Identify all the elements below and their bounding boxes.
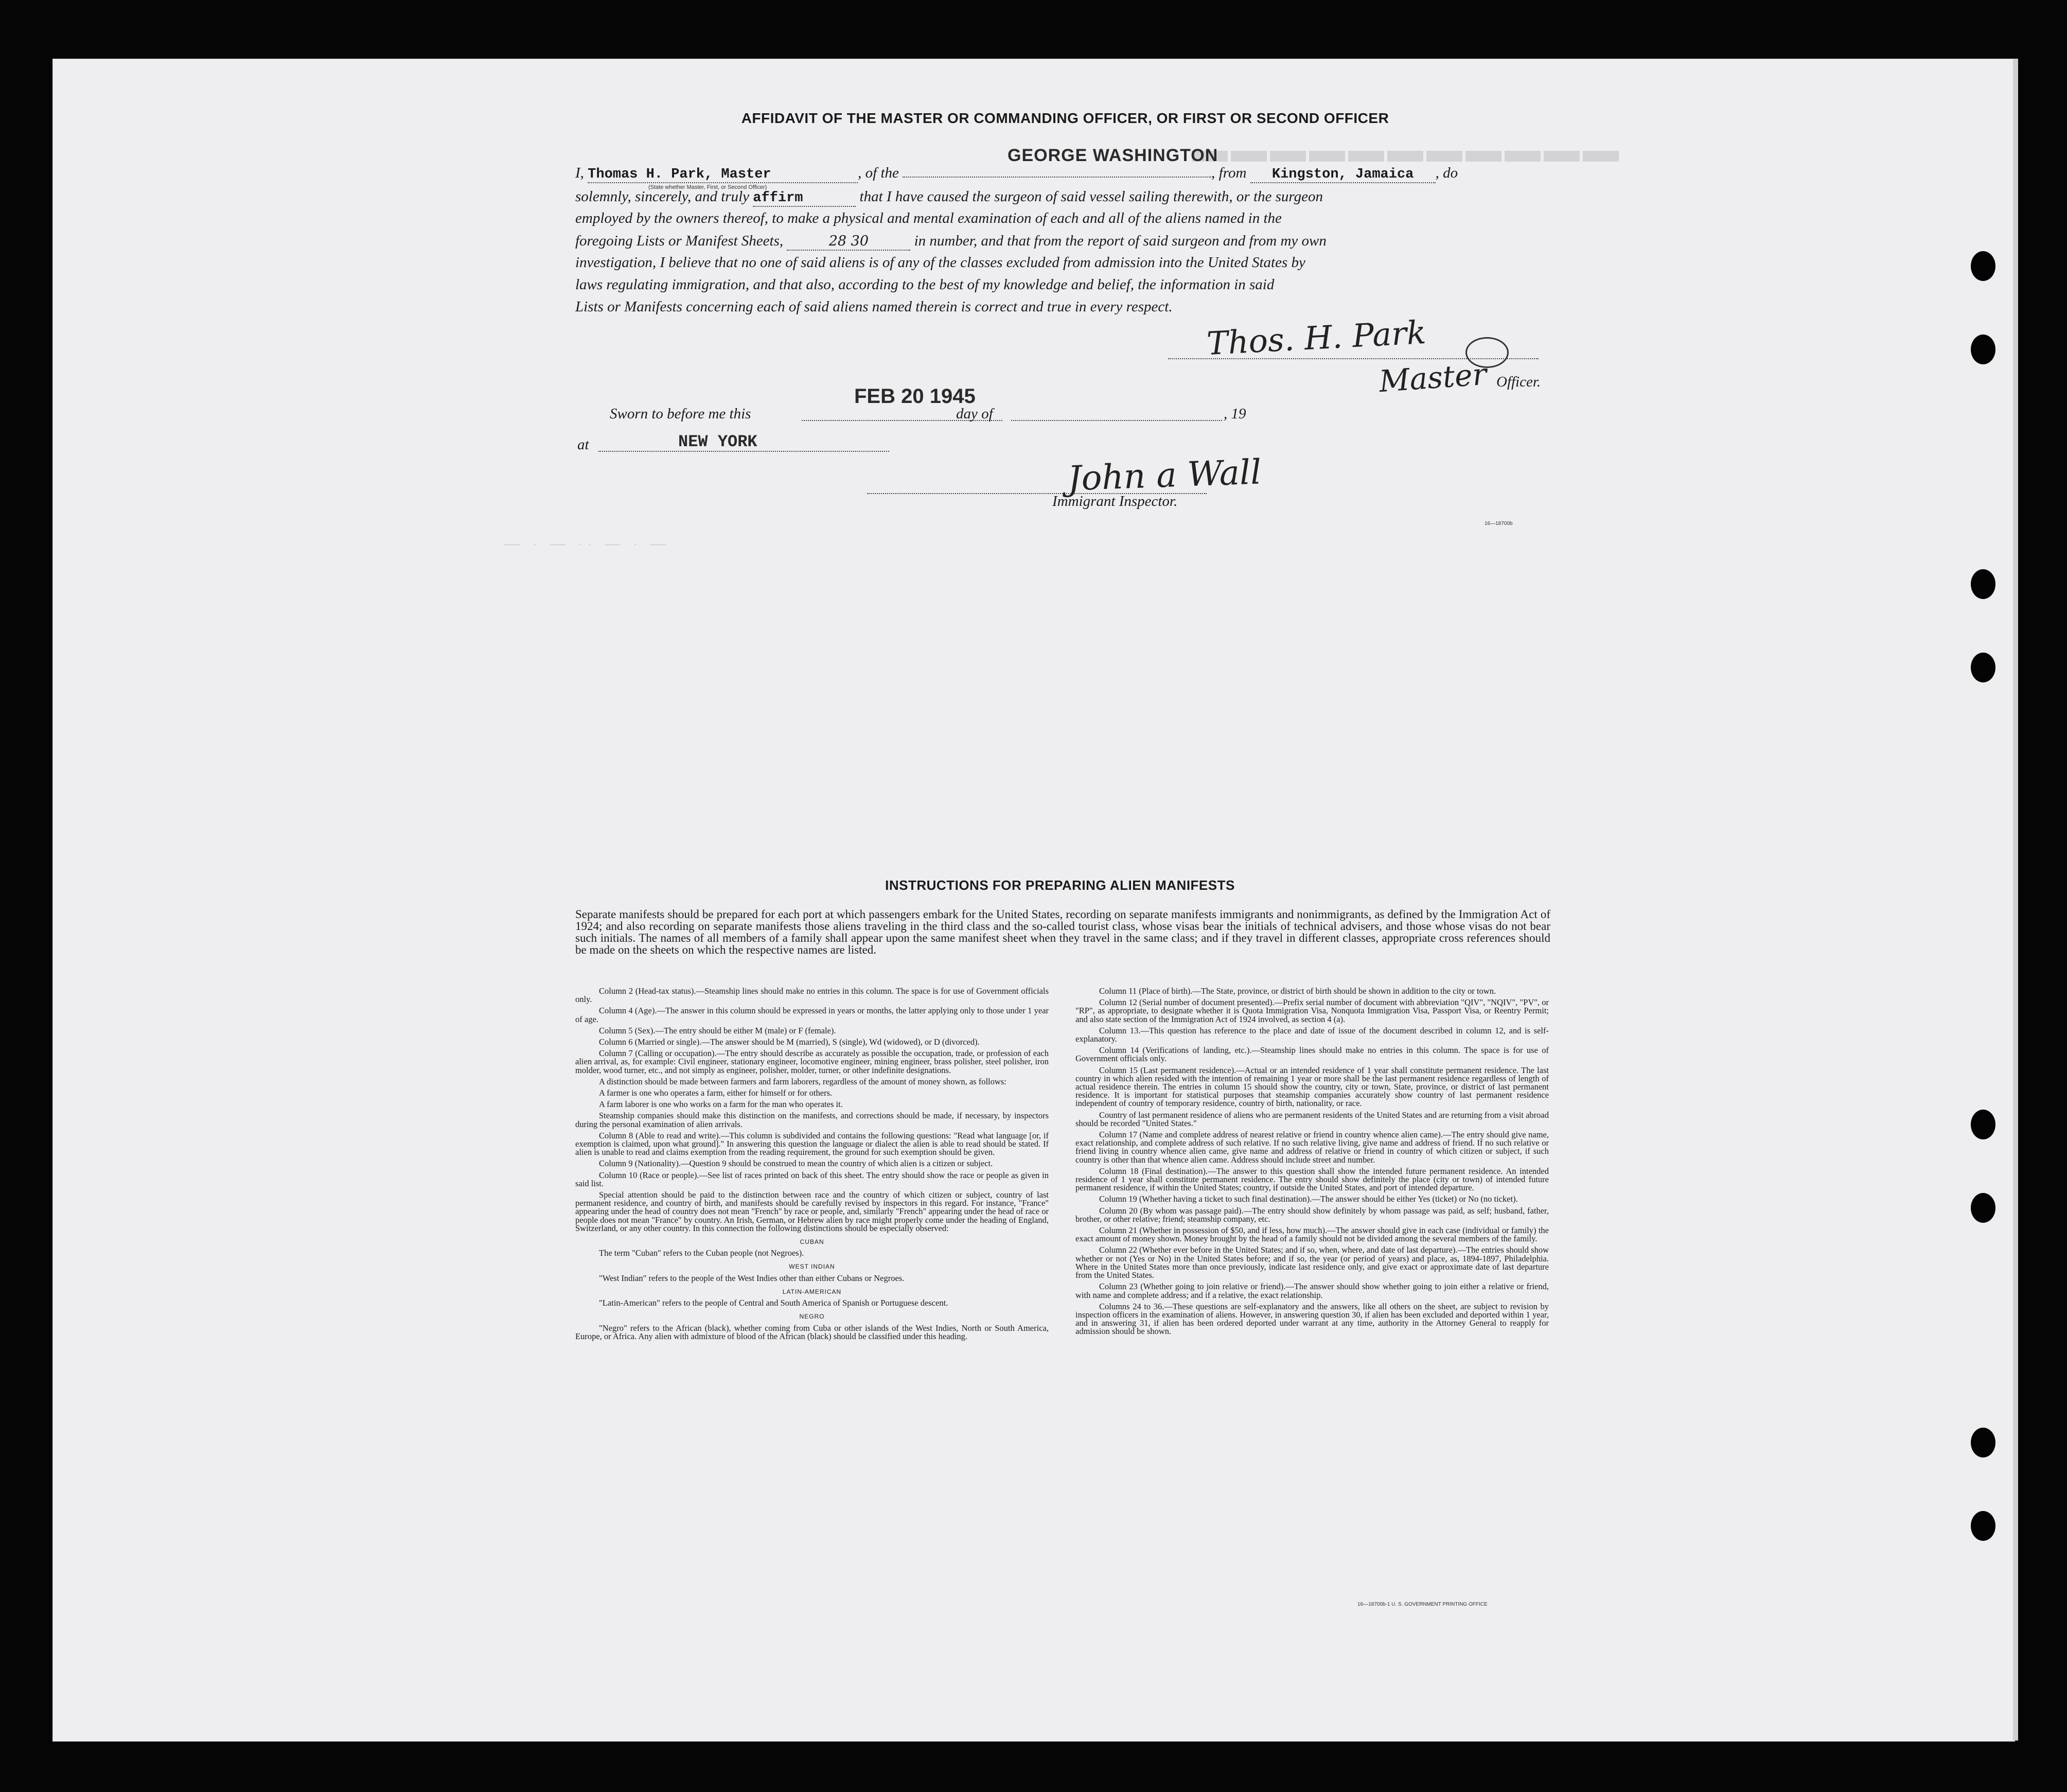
- affidavit-line-2: [575, 188, 1548, 207]
- instruction-paragraph: Column 5 (Sex).—The entry should be either M (male) or F (female).: [599, 1025, 836, 1035]
- instruction-paragraph: Column 10 (Race or people).—See list of races printed on back of this sheet. The entry should show the race or people as given in said list.: [575, 1170, 1049, 1188]
- definition-text: "West Indian" refers to the people of the West Indies other than either Cubans or Negroes.: [599, 1273, 905, 1283]
- instruction-paragraph: Column 20 (By whom was passage paid).—The entry should show definitely by whom passage was paid, as self; husband, father, brother, or other relative; friend; steamship company, etc.: [1075, 1205, 1549, 1224]
- sworn-date-stamp: FEB 20 1945: [854, 385, 976, 408]
- instruction-paragraph: Column 18 (Final destination).—The answer to this question shall show the intended future permanent residence. An intended residence of 1 year shall constitute permanent residence. The entry should show definitely the place (city or town) of intended future permanent residence, if within the United States; country, if outside the United States, and port of intended departure.: [1075, 1166, 1549, 1193]
- inspector-title: Immigrant Inspector.: [1052, 493, 1178, 510]
- oath-word: affirm: [753, 190, 803, 206]
- binder-hole: [1971, 251, 1995, 281]
- instruction-paragraph: A farmer is one who operates a farm, either for himself or for others.: [599, 1088, 833, 1098]
- right-paragraphs: [1075, 987, 1549, 1336]
- left-paragraphs: [575, 987, 1049, 1233]
- definition-heading: NEGRO: [799, 1313, 825, 1321]
- instructions-title: INSTRUCTIONS FOR PREPARING ALIEN MANIFESTS: [885, 877, 1235, 893]
- master-name: Thomas H. Park, Master: [588, 167, 771, 182]
- instruction-paragraph: Column 13.—This question has reference to the place and date of issue of the document described in column 12, and is self-explanatory.: [1075, 1025, 1549, 1044]
- bleed-through-mark: ▬▬▬▬▬▬▬▬▬▬▬: [1189, 129, 1619, 169]
- definition-text: "Latin-American" refers to the people of Central and South America of Spanish or Portuguese descent.: [599, 1298, 948, 1308]
- binder-hole: [1971, 569, 1995, 599]
- binder-hole: [1971, 1193, 1995, 1223]
- text: in number, and that from the report of said surgeon and from my own: [914, 233, 1327, 249]
- bleed-through-mark: — · — ·· — · —: [504, 535, 670, 552]
- instruction-paragraph: Column 12 (Serial number of document presented).—Prefix serial number of document with abbreviation "QIV", "NQIV", "PV", or "RP", as appropriate, to designate whether it is Quota Immigration Visa, Nonquota Immigration Visa, Passport Visa, or Reentry Permit; and also state section of the Immigration Act of 1924 involved, as section 4 (a).: [1075, 997, 1549, 1024]
- affidavit-title: AFFIDAVIT OF THE MASTER OR COMMANDING OFFICER, OR FIRST OR SECOND OFFICER: [741, 110, 1389, 126]
- affidavit-line-1: [575, 165, 1548, 183]
- instruction-paragraph: Column 23 (Whether going to join relative or friend).—The answer should show whether going to join either a relative or friend, with name and complete address; and if a relative, the exact relationship.: [1075, 1281, 1549, 1300]
- vessel-name-stamp: GEORGE WASHINGTON: [1008, 146, 1218, 165]
- definition-text: The term "Cuban" refers to the Cuban people (not Negroes).: [599, 1248, 804, 1258]
- instruction-paragraph: Column 8 (Able to read and write).—This column is subdivided and contains the following questions: "Read what language [or, if exemption is claimed, upon what ground]." In answering this question the language or dialect the alien is able to read should be stated. If alien is unable to read and claims exemption from the reading requirement, the ground for such exemption should be given.: [575, 1130, 1049, 1157]
- from-port: Kingston, Jamaica: [1271, 167, 1414, 182]
- instruction-paragraph: Columns 24 to 36.—These questions are self-explanatory and the answers, like all others on the sheet, are subject to revision by inspection officers in the examination of aliens. However, in answering question 30, if alien has been excluded and deported within 1 year, and in answering 31, if alien has been ordered deported under warrant at any time, authority in the Attorney General to reapply for admission should be shown.: [1075, 1301, 1549, 1337]
- affidavit-line-3: employed by the owners thereof, to make a physical and mental examination of each and all of the aliens named in the: [575, 210, 1282, 226]
- officer-note: (State whether Master, First, or Second Officer): [648, 184, 767, 190]
- vessel-field: [903, 177, 1211, 178]
- year-label: , 19: [1224, 406, 1246, 422]
- instruction-paragraph: A farm laborer is one who works on a farm for the man who operates it.: [599, 1099, 843, 1110]
- binder-hole: [1971, 335, 1995, 364]
- text: , from: [1211, 165, 1247, 181]
- text: , of the: [858, 165, 899, 181]
- master-field: [588, 165, 858, 183]
- instruction-paragraph: Column 17 (Name and complete address of nearest relative or friend in country whence alien came).—The entry should give name, exact relationship, and complete address of such relative. If no such relative living, give name and address of friend. If no such relative or friend living in country whence alien came, give name and address of relative or friend in country of which citizen or subject, if such country is other than that whence alien came. Address should include street and number.: [1075, 1130, 1549, 1165]
- at-label: at: [577, 436, 589, 453]
- sheets-field: [787, 233, 910, 251]
- officer-label: Officer.: [1496, 374, 1541, 390]
- affidavit-line-6: laws regulating immigration, and that also, according to the best of my knowledge and belief, the information in said: [575, 276, 1275, 293]
- definitions: [575, 1238, 1049, 1341]
- instructions-intro: Separate manifests should be prepared for each port at which passengers embark for the United States, recording on separate manifests immigrants and nonimmigrants, as defined by the Immigration Act of 1924; and also recording on separate manifests those aliens traveling in the third class and the so-called tourist class, whose visas bear the initials of technical advisers, and those whose visas do not bear such initials. The names of all members of a family shall appear upon the same manifest sheet when they travel in the same class; and if they travel in different classes, appropriate cross references should be made on the sheets on which the respective names are listed.: [575, 908, 1550, 956]
- binder-hole: [1971, 1511, 1995, 1541]
- instruction-paragraph: Column 14 (Verifications of landing, etc.).—Steamship lines should make no entries in this column. The space is for use of Government officials only.: [1075, 1045, 1549, 1064]
- month-field: [1011, 420, 1222, 421]
- definition-heading: WEST INDIAN: [789, 1263, 835, 1271]
- instruction-paragraph: Column 4 (Age).—The answer in this column should be expressed in years or months, the latter applying only to those under 1 year of age.: [575, 1006, 1049, 1024]
- master-signature: Thos. H. Park: [1206, 313, 1427, 363]
- instruction-paragraph: Column 21 (Whether in possession of $50, and if less, how much).—The answer should give in each case (individual or family) the exact amount of money shown. Money brought by the head of a family should not be divided among the several members of the family.: [1075, 1225, 1549, 1244]
- instruction-paragraph: Column 15 (Last permanent residence).—Actual or an intended residence of 1 year shall constitute permanent residence. The last country in which alien resided with the intention of remaining 1 year or more shall be the last permanent residence regardless of length of actual residence therein. The entries in column 15 should show the country, city or town, State, province, or district of last permanent residence. It is important for statistical purposes that steamship companies accurately show country of last permanent residence independent of country of temporary residence, country of birth, nationality, or race.: [1075, 1065, 1549, 1109]
- oath-field: [753, 188, 856, 207]
- instruction-paragraph: Column 19 (Whether having a ticket to such final destination).—The answer should be either Yes (ticket) or No (no ticket).: [1099, 1194, 1518, 1204]
- sheets-count: 28 30: [828, 233, 869, 249]
- instructions-right-column: [1075, 987, 1549, 1339]
- officer-title-handwritten: Master: [1377, 356, 1488, 399]
- form-number: 16—18700b: [1485, 521, 1513, 526]
- instruction-paragraph: A distinction should be made between farmers and farm laborers, regardless of the amount of money shown, as follows:: [599, 1076, 1006, 1086]
- instructions-left-column: [575, 987, 1049, 1344]
- instruction-paragraph: Column 6 (Married or single).—The answer should be M (married), S (single), Wd (widowed), or D (divorced).: [599, 1037, 980, 1047]
- instruction-paragraph: Column 11 (Place of birth).—The State, province, or district of birth should be shown in addition to the city or town.: [1099, 986, 1496, 996]
- printing-office-footer: 16—18700b-1 U. S. GOVERNMENT PRINTING OFFICE: [1357, 1602, 1488, 1607]
- binder-hole: [1971, 1428, 1995, 1457]
- from-port-field: [1250, 165, 1436, 183]
- place-stamp: NEW YORK: [678, 432, 757, 451]
- instruction-paragraph: Column 22 (Whether ever before in the United States; and if so, when, where, and date of last departure).—The entries should show whether or not (Yes or No) in the United States before; and if so, the year (or period of years) and place, as, 1894-1897, Philadelphia. Where in the United States more than once previously, indicate last residence only, and give exact or approximate date of last departure from the United States.: [1075, 1245, 1549, 1280]
- text: I,: [575, 165, 584, 181]
- instruction-paragraph: Country of last permanent residence of aliens who are permanent residents of the United States and are returning from a visit abroad should be recorded "United States.": [1075, 1110, 1549, 1128]
- instruction-paragraph: Column 2 (Head-tax status).—Steamship lines should make no entries in this column. The space is for use of Government officials only.: [575, 986, 1049, 1005]
- text: that I have caused the surgeon of said vessel sailing therewith, or the surgeon: [859, 188, 1323, 205]
- binder-hole: [1971, 1110, 1995, 1139]
- affidavit-line-5: investigation, I believe that no one of said aliens is of any of the classes excluded from admission into the United States by: [575, 254, 1305, 271]
- text: foregoing Lists or Manifest Sheets,: [575, 233, 784, 249]
- instruction-paragraph: Column 7 (Calling or occupation).—The entry should describe as accurately as possible the occupation, trade, or profession of each alien arrival, as, for example: Civil engineer, stationary engineer, locomotive engineer, mining engineer, brass polisher, steel polisher, iron molder, wood turner, etc., and not simply as engineer, polisher, molder, turner, or other indefinite designations.: [575, 1048, 1049, 1075]
- instruction-paragraph: Steamship companies should make this distinction on the manifests, and corrections should be made, if necessary, by inspectors during the personal examination of alien arrivals.: [575, 1111, 1049, 1129]
- page-edge: [2013, 59, 2018, 1741]
- affidavit-line-4: [575, 233, 1548, 251]
- text: , do: [1435, 165, 1458, 181]
- text: solemnly, sincerely, and truly: [575, 188, 750, 205]
- instruction-paragraph: Column 9 (Nationality).—Question 9 should be construed to mean the country of which alien is a citizen or subject.: [599, 1158, 993, 1169]
- instruction-paragraph: Special attention should be paid to the distinction between race and the country of which citizen or subject, country of last permanent residence, and country of birth, and manifests should be carefully revised by inspectors in this regard. For instance, "France" appearing under the head of country does not mean "French" by race or people, and, similarly "French" appearing under the head of race or people does not mean "France" by country. An Irish, German, or Hebrew alien by race might properly come under the heading of England, Switzerland, or any other country. In this connection the following distinctions should be especially observed:: [575, 1190, 1049, 1233]
- inspector-signature: John a Wall: [1067, 452, 1262, 499]
- day-of-label: day of: [956, 406, 993, 422]
- binder-hole: [1971, 653, 1995, 682]
- definition-heading: LATIN-AMERICAN: [782, 1288, 842, 1295]
- definition-text: "Negro" refers to the African (black), whether coming from Cuba or other islands of the West Indies, North or South America, Europe, or Africa. Any alien with admixture of blood of the African (black) should be classified under this heading.: [575, 1323, 1049, 1341]
- definition-heading: CUBAN: [800, 1238, 824, 1246]
- affidavit-line-7: Lists or Manifests concerning each of said aliens named therein is correct and true in every respect.: [575, 298, 1173, 315]
- sworn-label: Sworn to before me this: [610, 406, 751, 422]
